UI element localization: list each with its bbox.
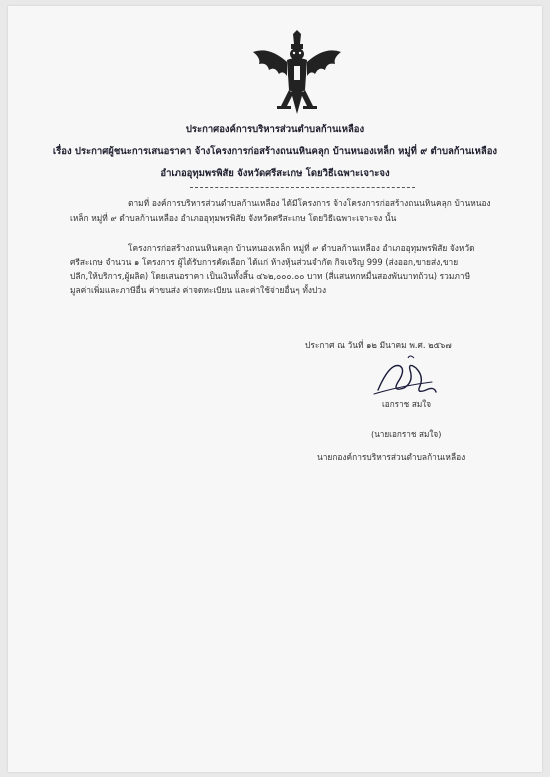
org-title: ประกาศองค์การบริหารส่วนตำบลก้านเหลือง [185,124,365,135]
document-page [8,6,542,772]
signatory-name: เอกราช สมใจ [382,399,432,409]
paragraph-2-line-4: มูลค่าเพิ่มและภาษีอื่น ค่าขนส่ง ค่าจดทะเบียน และค่าใช้จ่ายอื่นๆ ทั้งปวง [70,285,327,295]
separator-rule [190,187,415,188]
garuda-emblem-icon [247,30,347,120]
signatory-position: นายกองค์การบริหารส่วนตำบลก้านเหลือง [317,452,466,462]
paragraph-2-line-3: ปลีก,ให้บริการ,ผู้ผลิต) โดยเสนอราคา เป็นเงินทั้งสิ้น ๔๖๒,๐๐๐.๐๐ บาท (สี่แสนหกหมื่นสองพันบาทถ้วน) รวมภาษี [70,271,471,281]
paragraph-2-line-1: โครงการก่อสร้างถนนหินคลุก บ้านหนองเหล็ก หมู่ที่ ๙ ตำบลก้านเหลือง อำเภออุทุมพรพิสัย จังหวัด [128,243,475,253]
subject-line-2: อำเภออุทุมพรพิสัย จังหวัดศรีสะเกษ โดยวิธีเฉพาะเจาะจง [160,168,390,179]
announcement-date: ประกาศ ณ วันที่ ๑๒ มีนาคม พ.ศ. ๒๕๖๗ [305,340,452,350]
handwritten-signature [370,352,440,400]
subject-line-1: เรื่อง ประกาศผู้ชนะการเสนอราคา จ้างโครงการก่อสร้างถนนหินคลุก บ้านหนองเหล็ก หมู่ที่ ๙ ตำบลก้านเหลือง [52,146,498,157]
paragraph-1-line-2: เหล็ก หมู่ที่ ๙ ตำบลก้านเหลือง อำเภออุทุมพรพิสัย จังหวัดศรีสะเกษ โดยวิธีเฉพาะเจาะจง นั้น [70,213,397,223]
paragraph-1-line-1: ตามที่ องค์การบริหารส่วนตำบลก้านเหลือง ได้มีโครงการ จ้างโครงการก่อสร้างถนนหินคลุก บ้านหนอง [128,198,491,208]
signatory-full-name: (นายเอกราช สมใจ) [371,429,442,439]
paragraph-2-line-2: ศรีสะเกษ จำนวน ๑ โครงการ ผู้ได้รับการคัดเลือก ได้แก่ ห้างหุ้นส่วนจำกัด กิจเจริญ 999 (ส่งออก,ขายส่ง,ขาย [70,257,459,267]
